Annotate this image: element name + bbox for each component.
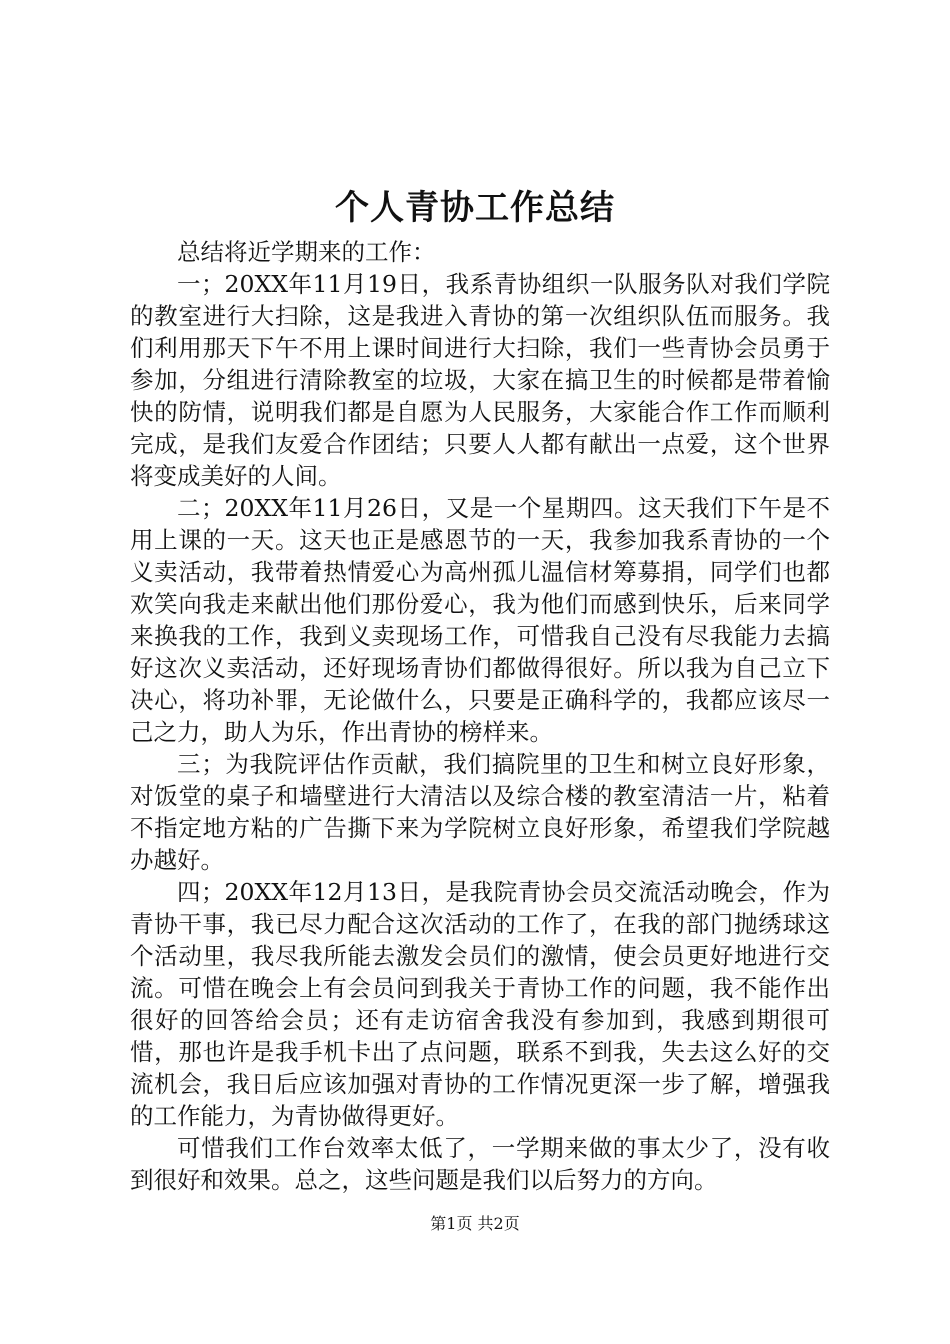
paragraph-intro: 总结将近学期来的工作：	[177, 238, 436, 266]
paragraph-item-4: 四；20XX年12月13日，是我院青协会员交流活动晚会，作为青协干事，我已尽力配合这次活动的工作了，在我的部门抛绣球这个活动里，我尽我所能去激发会员们的激情，使会员更好地进行交流。可惜在晚会上有会员问到我关于青协工作的问题，我不能作出很好的回答给会员；还有走访宿舍我没有参加到，我感到期很可惜，那也许是我手机卡出了点问题，联系不到我，失去这么好的交流机会，我日后应该加强对青协的工作情况更深一步了解，增强我的工作能力，为青协做得更好。	[130, 878, 830, 1130]
document-title: 个人青协工作总结	[335, 188, 615, 228]
paragraph-item-3: 三；为我院评估作贡献，我们搞院里的卫生和树立良好形象，对饭堂的桌子和墙壁进行大清洁以及综合楼的教室清洁一片，粘着不指定地方粘的广告撕下来为学院树立良好形象，希望我们学院越办越好。	[130, 750, 830, 874]
paragraph-item-1: 一；20XX年11月19日，我系青协组织一队服务队对我们学院的教室进行大扫除，这是我进入青协的第一次组织队伍而服务。我们利用那天下午不用上课时间进行大扫除，我们一些青协会员勇于参加，分组进行清除教室的垃圾，大家在搞卫生的时候都是带着愉快的防情，说明我们都是自愿为人民服务，大家能合作工作而顺利完成，是我们友爱合作团结；只要人人都有献出一点爱，这个世界将变成美好的人间。	[130, 270, 830, 490]
page-number-footer: 第1页 共2页	[430, 1214, 520, 1233]
paragraph-item-2: 二；20XX年11月26日，又是一个星期四。这天我们下午是不用上课的一天。这天也正是感恩节的一天，我参加我系青协的一个义卖活动，我带着热情爱心为高州孤儿温信材筹募捐，同学们也都欢笑向我走来献出他们那份爱心，我为他们而感到快乐，后来同学来换我的工作，我到义卖现场工作，可惜我自己没有尽我能力去搞好这次义卖活动，还好现场青协们都做得很好。所以我为自己立下决心，将功补罪，无论做什么，只要是正确科学的，我都应该尽一己之力，助人为乐，作出青协的榜样来。	[130, 494, 830, 746]
document-body	[130, 236, 830, 1196]
paragraph-conclusion: 可惜我们工作台效率太低了，一学期来做的事太少了，没有收到很好和效果。总之，这些问题是我们以后努力的方向。	[130, 1134, 830, 1194]
